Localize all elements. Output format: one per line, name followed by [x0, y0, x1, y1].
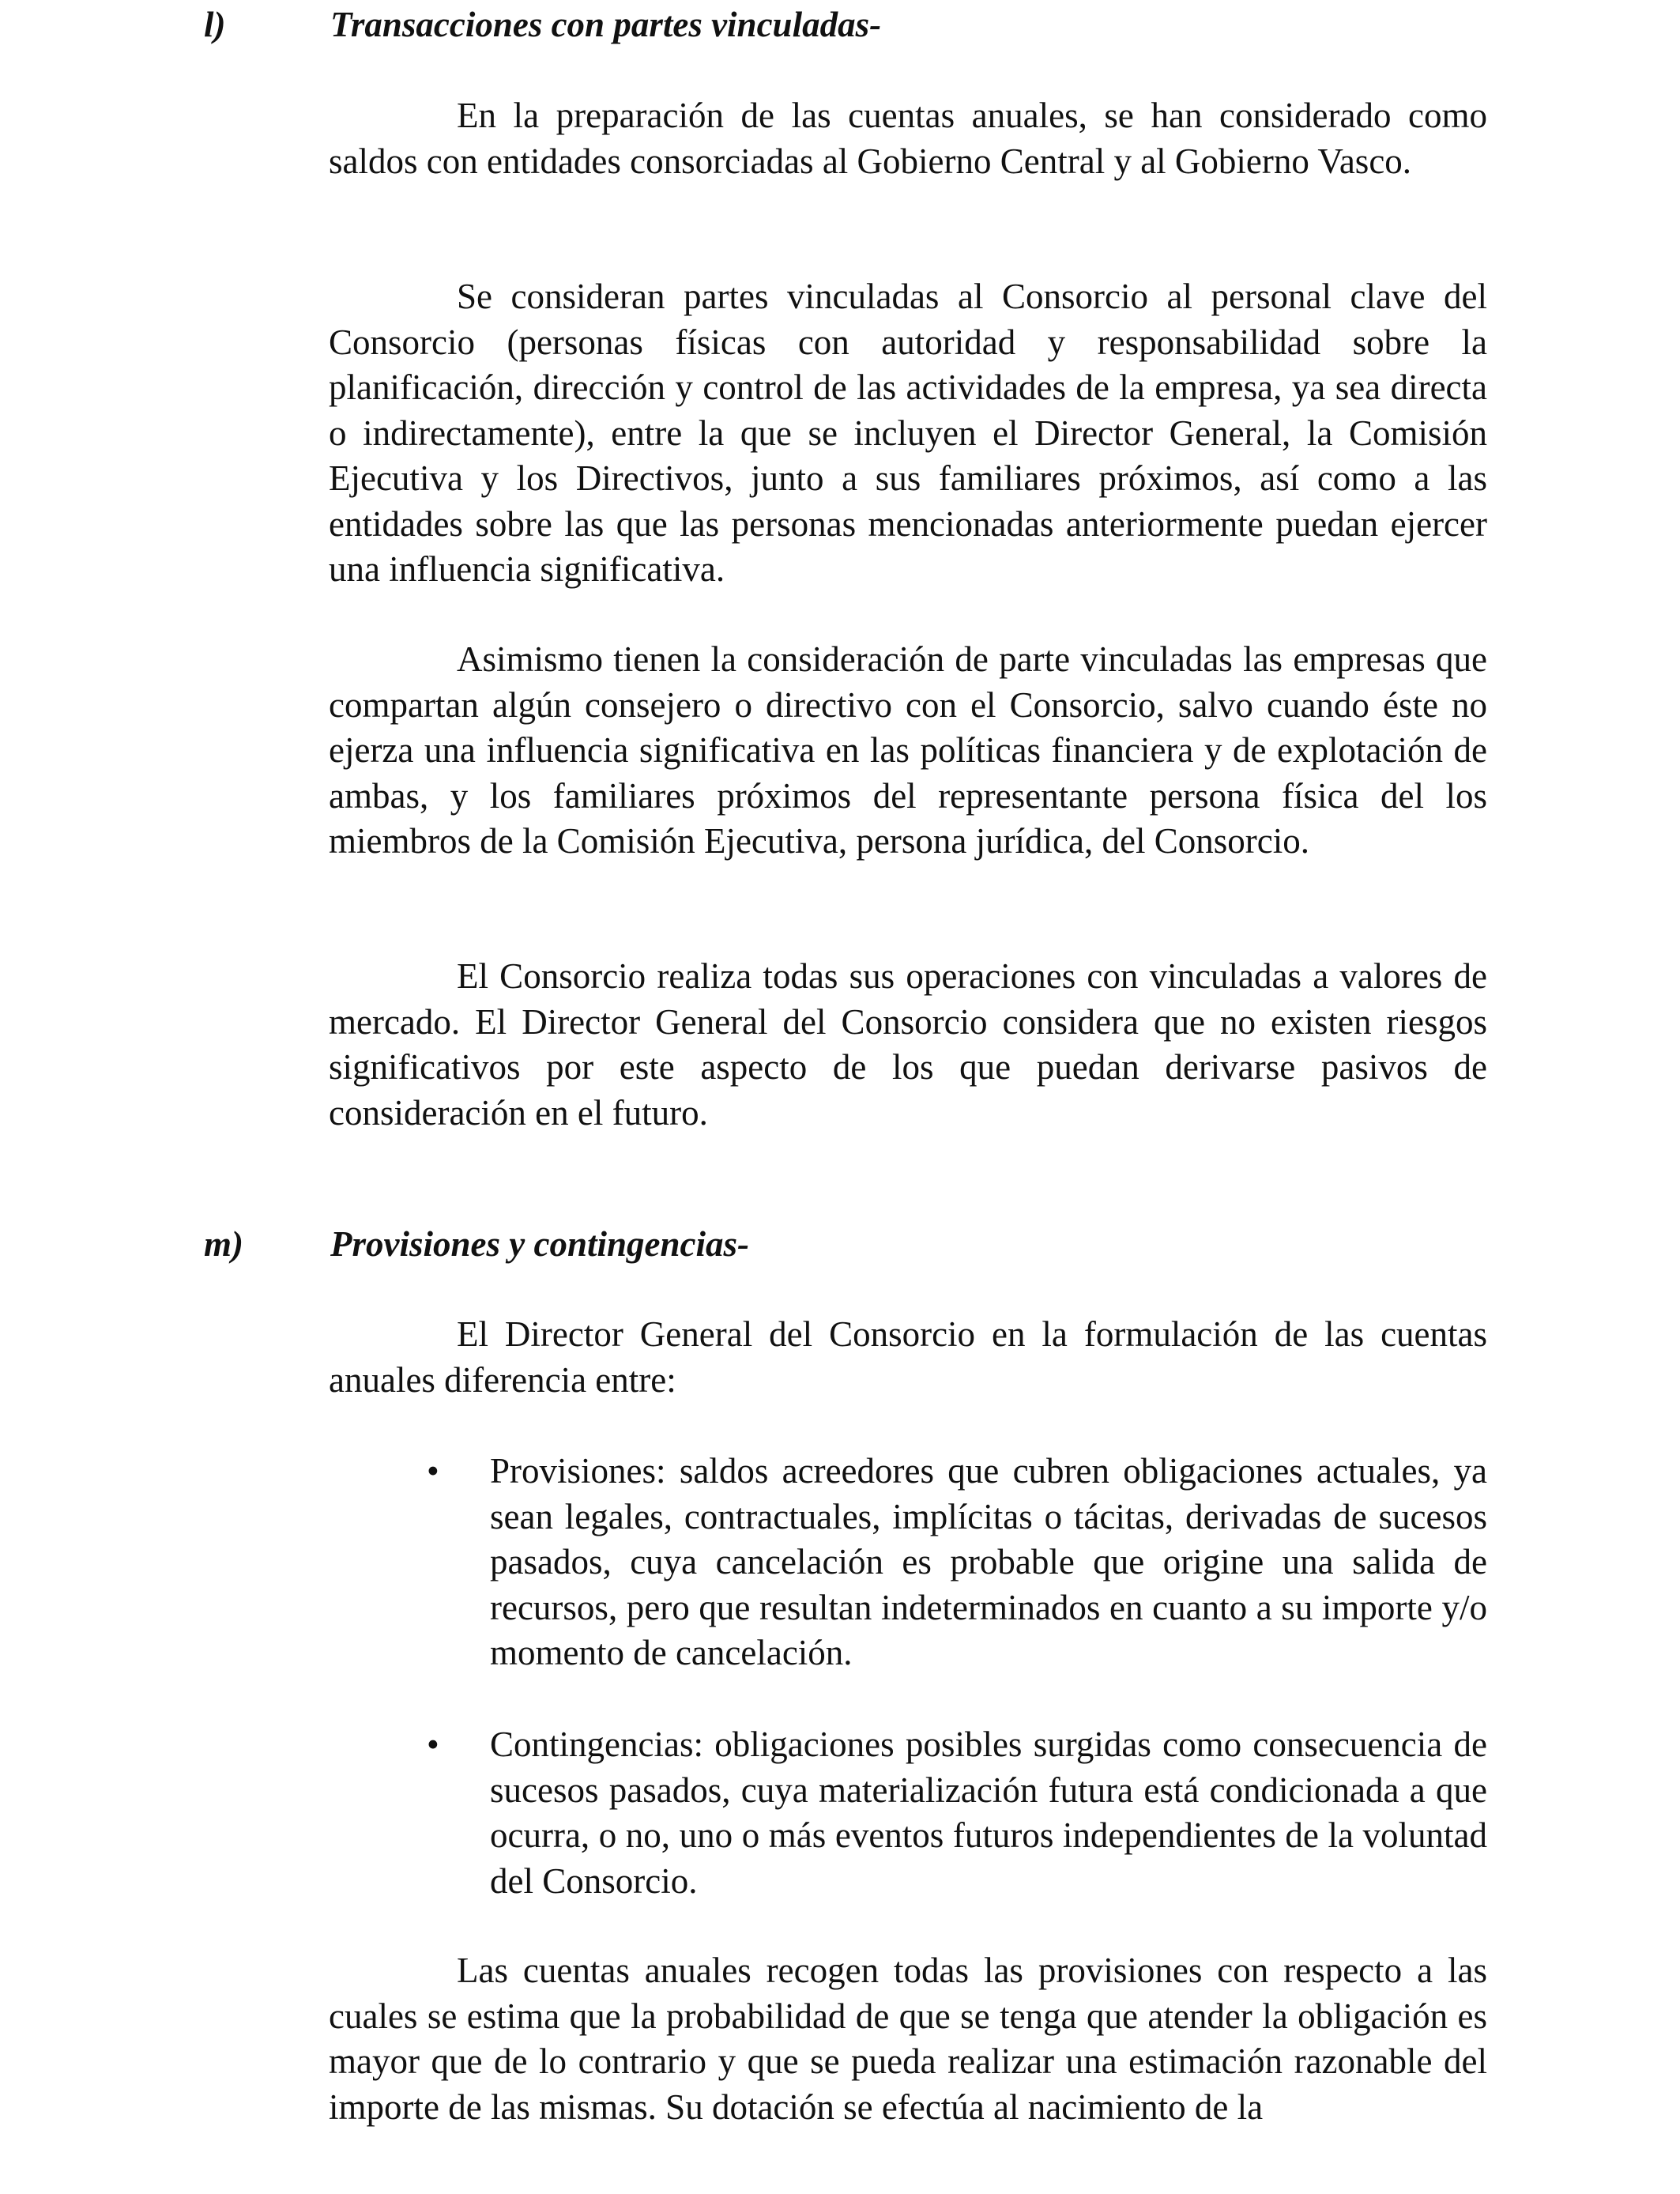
- bullet-icon: •: [427, 1451, 439, 1491]
- bullet-icon: •: [427, 1725, 439, 1764]
- list-item-provisiones: [427, 1449, 1487, 1676]
- bullet-text-provisiones: Provisiones: saldos acreedores que cubren obligaciones actuales, ya sean legales, contractuales, implícitas o tácitas, derivadas de sucesos pasados, cuya cancelación es probable que origine una salida de recursos, pero que resultan indeterminados en cuanto a su importe y/o momento de cancelación.: [490, 1451, 1487, 1672]
- section-l-title: Transacciones con partes vinculadas-: [330, 5, 882, 44]
- list-item-contingencias: [427, 1722, 1487, 1904]
- section-m-letter: m): [204, 1224, 243, 1264]
- section-m-closing-paragraph: Las cuentas anuales recogen todas las provisiones con respecto a las cuales se estima que la probabilidad de que se tenga que atender la obligación es mayor que de lo contrario y que se pueda realizar una estimación razonable del importe de las mismas. Su dotación se efectúa al nacimiento de la: [329, 1951, 1487, 2127]
- section-l-letter: l): [204, 5, 226, 44]
- section-l-paragraph-4: El Consorcio realiza todas sus operaciones con vinculadas a valores de mercado. El Director General del Consorcio considera que no existen riesgos significativos por este aspecto de los que puedan derivarse pasivos de consideración en el futuro.: [329, 956, 1487, 1133]
- bullet-text-contingencias: Contingencias: obligaciones posibles surgidas como consecuencia de sucesos pasados, cuya materialización futura está condicionada a que ocurra, o no, uno o más eventos futuros independientes de la voluntad del Consorcio.: [490, 1725, 1487, 1901]
- section-l-paragraph-3: Asimismo tienen la consideración de parte vinculadas las empresas que compartan algún consejero o directivo con el Consorcio, salvo cuando éste no ejerza una influencia significativa en las políticas financiera y de explotación de ambas, y los familiares próximos del representante persona física del los miembros de la Comisión Ejecutiva, persona jurídica, del Consorcio.: [329, 639, 1487, 861]
- section-m-intro: El Director General del Consorcio en la formulación de las cuentas anuales diferencia entre:: [329, 1314, 1487, 1400]
- section-m-title: Provisiones y contingencias-: [330, 1224, 749, 1264]
- section-l-paragraph-1: En la preparación de las cuentas anuales, se han considerado como saldos con entidades consorciadas al Gobierno Central y al Gobierno Vasco.: [329, 96, 1487, 181]
- section-l-paragraph-2: Se consideran partes vinculadas al Consorcio al personal clave del Consorcio (personas físicas con autoridad y responsabilidad sobre la planificación, dirección y control de las actividades de la empresa, ya sea directa o indirectamente), entre la que se incluyen el Director General, la Comisión Ejecutiva y los Directivos, junto a sus familiares próximos, así como a las entidades sobre las que las personas mencionadas anteriormente puedan ejercer una influencia significativa.: [329, 277, 1487, 589]
